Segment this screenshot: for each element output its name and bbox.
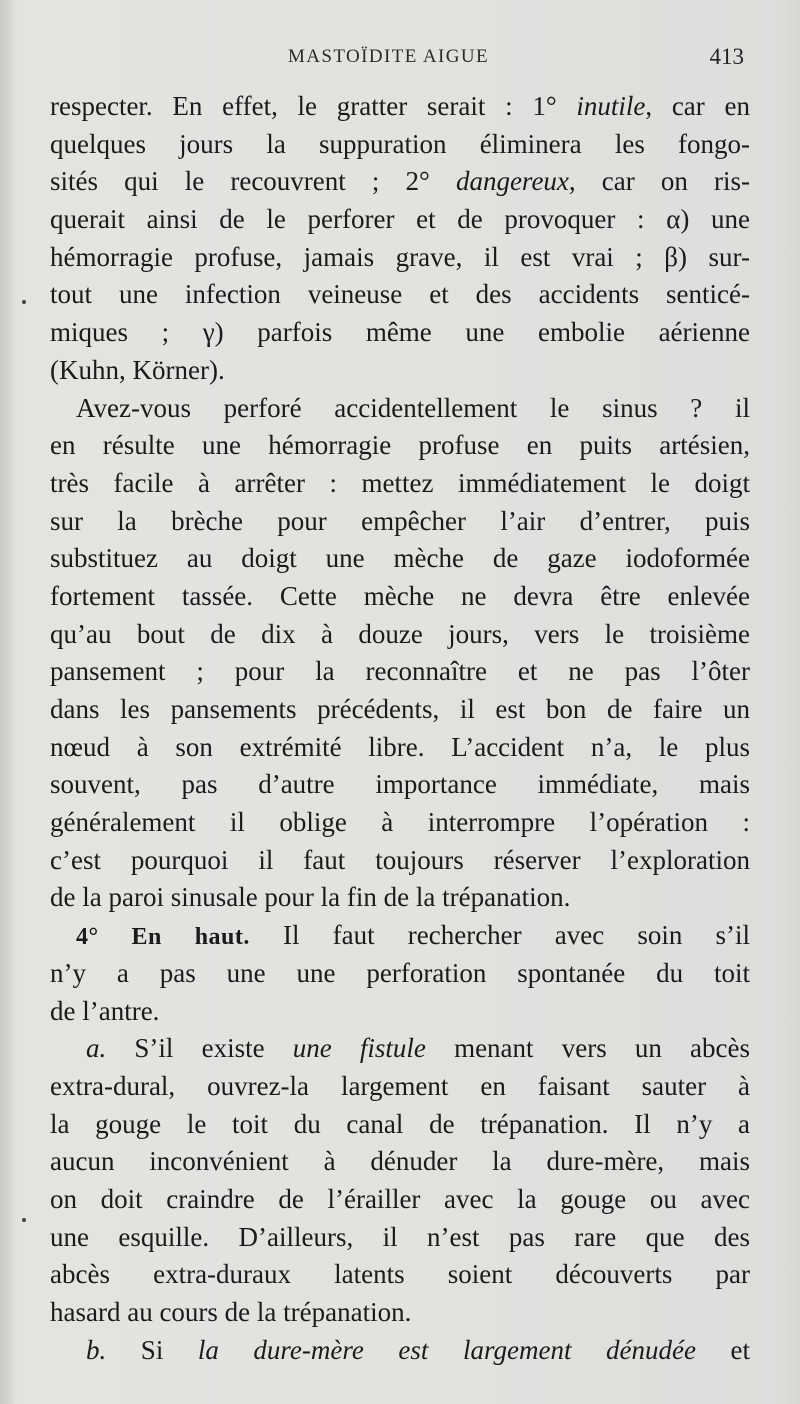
- text-run: souvent, pas d’autre importance immédiate, mais: [50, 769, 750, 800]
- text-line: [50, 917, 750, 955]
- text-run: hémorragie profuse, jamais grave, il est vrai ; β) sur-: [50, 241, 750, 272]
- text-line: [50, 616, 750, 654]
- text-run: et: [695, 1334, 750, 1365]
- text-line: [50, 691, 750, 729]
- text-run: pansement ; pour la reconnaître et ne pas l’ôter: [50, 656, 750, 687]
- running-title: MASTOÏDITE AIGUE: [288, 46, 489, 67]
- text-run: généralement il oblige à interrompre l’opération :: [50, 807, 750, 838]
- text-run: nœud à son extrémité libre. L’accident n’a, le plus: [50, 731, 750, 762]
- text-run: menant vers un abcès: [425, 1033, 750, 1064]
- text-line: [50, 540, 750, 578]
- text-line: [50, 1332, 750, 1370]
- page-number: 413: [709, 44, 744, 69]
- text-line: [50, 314, 750, 352]
- text-line: [50, 1181, 750, 1219]
- text-line: [50, 1219, 750, 1257]
- text-run: de la paroi sinusale pour la fin de la trépanation.: [50, 882, 571, 913]
- text-line: [50, 503, 750, 541]
- text-run: Il faut rechercher avec soin s’il: [249, 920, 751, 951]
- italic-run: une fistule: [292, 1033, 426, 1064]
- text-run: quelques jours la suppuration éliminera les fongo-: [50, 128, 750, 159]
- italic-run: a.: [86, 1033, 107, 1064]
- text-run: (Kuhn, Körner).: [50, 354, 225, 385]
- text-run: de l’antre.: [50, 995, 160, 1026]
- italic-run: la dure-mère est largement dénudée: [197, 1334, 696, 1365]
- text-run: miques ; γ) parfois même une embolie aérienne: [50, 317, 750, 348]
- text-run: , car on ris-: [568, 166, 750, 197]
- text-line: [50, 352, 750, 390]
- text-line: [50, 390, 750, 428]
- text-line: [50, 239, 750, 277]
- text-line: [50, 427, 750, 465]
- text-line: [50, 88, 750, 126]
- text-line: [50, 1256, 750, 1294]
- text-run: on doit craindre de l’érailler avec la gouge ou avec: [50, 1183, 750, 1214]
- text-run: sités qui le recouvrent ; 2°: [50, 166, 456, 197]
- text-line: [50, 842, 750, 880]
- text-line: [50, 1068, 750, 1106]
- text-run: , car en: [645, 91, 750, 121]
- text-run: une esquille. D’ailleurs, il n’est pas rare que des: [50, 1221, 750, 1252]
- text-run: extra-dural, ouvrez-la largement en faisant sauter à: [50, 1070, 750, 1101]
- text-line: [50, 1294, 750, 1332]
- text-run: tout une infection veineuse et des accidents senticé-: [50, 279, 750, 310]
- text-run: en résulte une hémorragie profuse en puits artésien,: [50, 430, 750, 461]
- italic-run: b.: [86, 1334, 107, 1365]
- text-line: [50, 276, 750, 314]
- text-run: aucun inconvénient à dénuder la dure-mère, mais: [50, 1146, 750, 1177]
- text-line: [50, 653, 750, 691]
- text-run: c’est pourquoi il faut toujours réserver l’exploration: [50, 844, 750, 875]
- text-line: [50, 1106, 750, 1144]
- text-line: [50, 804, 750, 842]
- text-line: [50, 1030, 750, 1068]
- text-line: [50, 1143, 750, 1181]
- margin-speck: [22, 300, 26, 304]
- text-line: [50, 729, 750, 767]
- text-run: dans les pansements précédents, il est bon de faire un: [50, 694, 750, 724]
- running-header: [50, 46, 750, 74]
- text-run: qu’au bout de dix à douze jours, vers le troisième: [50, 618, 750, 649]
- text-line: [50, 993, 750, 1031]
- text-run: respecter. En effet, le gratter serait : 1°: [50, 91, 577, 121]
- text-line: [50, 578, 750, 616]
- text-run: querait ainsi de le perforer et de provoquer : α) une: [50, 204, 750, 235]
- text-line: [50, 126, 750, 164]
- body-text: [50, 88, 750, 1369]
- italic-run: dangereux: [455, 166, 569, 197]
- text-run: hasard au cours de la trépanation.: [50, 1297, 412, 1327]
- text-run: très facile à arrêter : mettez immédiatement le doigt: [50, 467, 750, 498]
- page-gutter-shadow: [0, 0, 14, 1404]
- text-line: [50, 766, 750, 804]
- margin-speck: [22, 1218, 26, 1222]
- text-run: Si: [106, 1334, 198, 1365]
- text-run: abcès extra-duraux latents soient découverts par: [50, 1259, 750, 1290]
- text-line: [50, 955, 750, 993]
- text-run: la gouge le toit du canal de trépanation. Il n’y a: [50, 1108, 750, 1139]
- text-run: Avez-vous perforé accidentellement le sinus ? il: [76, 392, 750, 423]
- italic-run: inutile: [576, 91, 646, 121]
- text-line: [50, 879, 750, 917]
- text-run: substituez au doigt une mèche de gaze iodoformée: [50, 543, 750, 574]
- section-heading: 4° En haut.: [76, 924, 250, 951]
- text-line: [50, 163, 750, 201]
- text-line: [50, 465, 750, 503]
- text-run: n’y a pas une une perforation spontanée du toit: [50, 957, 750, 988]
- text-run: sur la brèche pour empêcher l’air d’entrer, puis: [50, 505, 750, 536]
- text-line: [50, 201, 750, 239]
- text-run: S’il existe: [106, 1033, 293, 1064]
- text-run: fortement tassée. Cette mèche ne devra être enlevée: [50, 580, 750, 611]
